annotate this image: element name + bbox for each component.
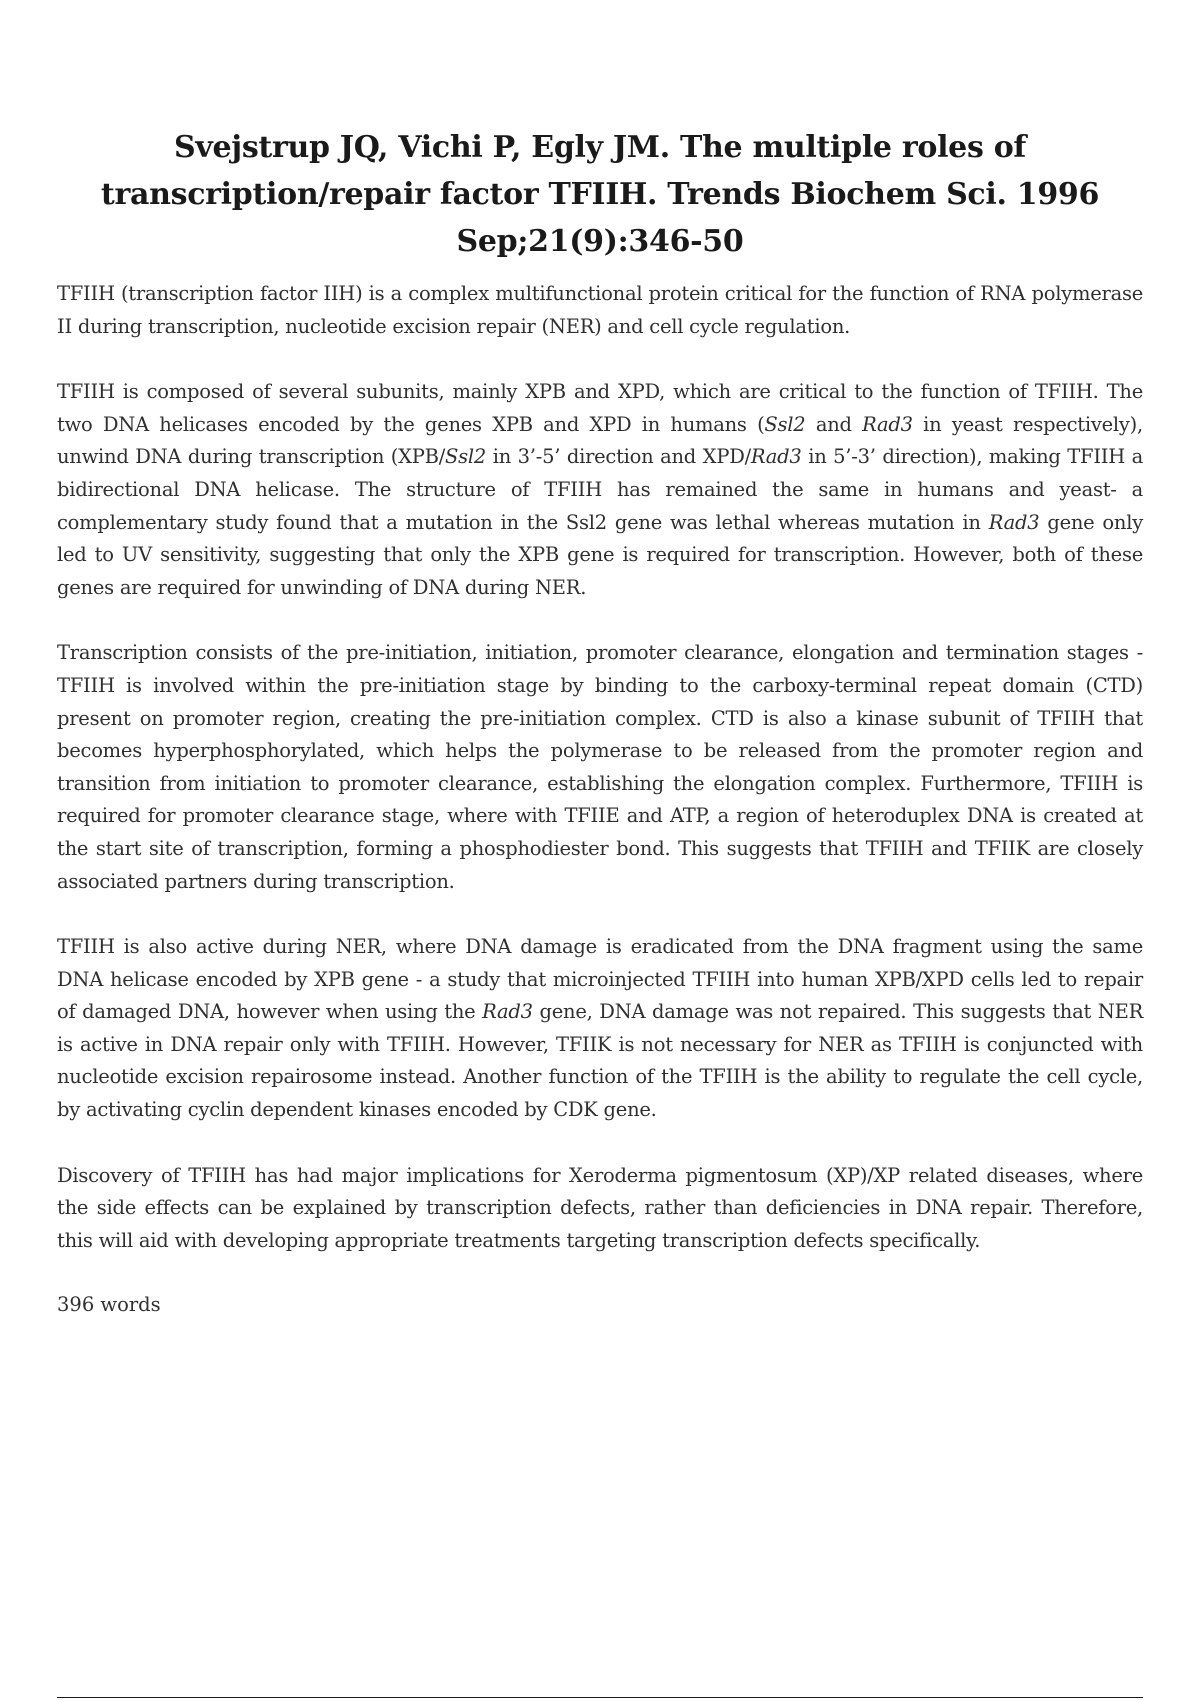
paragraph-text: in 5’-3’ direction), making TFIIH a bidirectional DNA helicase. The structure of TFIIH has remained the same in humans and yeast- a complementary study found that a mutation in the Ssl2 gene was lethal whereas mutation in [57, 445, 1144, 534]
bottom-divider [57, 1697, 1143, 1698]
italic-gene-name: Ssl2 [445, 445, 487, 469]
document-title: Svejstrup JQ, Vichi P, Egly JM. The multiple roles of transcription/repair factor TFIIH. Trends Biochem Sci. 1996 Sep;21(9):346-50 [100, 130, 1100, 259]
document-page [57, 0, 1143, 1700]
paragraph-text: TFIIH is composed of several subunits, mainly XPB and XPD, which are critical to the function of TFIIH. The two DNA helicases encoded by the genes XPB and XPD in humans ( [57, 380, 1143, 436]
paragraph-text: gene, DNA damage was not repaired. This suggests that NER is active in DNA repair only with TFIIH. However, TFIIK is not necessary for NER as TFIIH is conjuncted with nucleotide excision repairosome instead. Another function of the TFIIH is the ability to regulate the cell cycle, by activating cyclin dependent kinases encoded by CDK gene. [57, 1000, 1144, 1122]
paragraph-text: gene only led to UV sensitivity, suggesting that only the XPB gene is required for transcription. However, both of these genes are required for unwinding of DNA during NER. [57, 510, 1143, 599]
paragraph-discovery [57, 1160, 1143, 1258]
paragraph-text: Discovery of TFIIH has had major implications for Xeroderma pigmentosum (XP)/XP related diseases, where the side effects can be explained by transcription defects, rather than deficiencies in DNA repair. Therefore, this will aid with developing appropriate treatments targeting transcription defects specifically. [57, 1163, 1143, 1252]
paragraph-text: TFIIH (transcription factor IIH) is a complex multifunctional protein critical for the function of RNA polymerase II during transcription, nucleotide excision repair (NER) and cell cycle regulation. [57, 282, 1143, 338]
paragraph-text: in 3’-5’ direction and XPD/ [486, 445, 751, 469]
document-body [57, 278, 1143, 1322]
paragraph-text: Transcription consists of the pre-initiation, initiation, promoter clearance, elongation and termination stages - TFIIH is involved within the pre-initiation stage by binding to the carboxy-terminal repeat domain (CTD) present on promoter region, creating the pre-initiation complex. CTD is also a kinase subunit of TFIIH that becomes hyperphosphorylated, which helps the polymerase to be released from the promoter region and transition from initiation to promoter clearance, establishing the elongation complex. Furthermore, TFIIH is required for promoter clearance stage, where with TFIIE and ATP, a region of heteroduplex DNA is created at the start site of transcription, forming a phosphodiester bond. This suggests that TFIIH and TFIIK are closely associated partners during transcription. [57, 641, 1143, 893]
paragraph-intro [57, 278, 1143, 343]
paragraph-text: in yeast respectively), unwind DNA during transcription (XPB/ [57, 412, 1143, 469]
paragraph-text: and [805, 412, 863, 436]
paragraph-text: TFIIH is also active during NER, where DNA damage is eradicated from the DNA fragment using the same DNA helicase encoded by XPB gene - a study that microinjected TFIIH into human XPB/XPD cells led to repair of damaged DNA, however when using the [57, 935, 1143, 1024]
paragraph-ner [57, 931, 1143, 1127]
italic-gene-name: Rad3 [482, 1000, 533, 1024]
italic-gene-name: Ssl2 [764, 412, 806, 436]
paragraph-subunits [57, 376, 1143, 604]
italic-gene-name: Rad3 [862, 412, 913, 436]
italic-gene-name: Rad3 [988, 510, 1040, 534]
word-count: 396 words [57, 1293, 161, 1317]
italic-gene-name: Rad3 [750, 445, 802, 469]
paragraph-transcription [57, 637, 1143, 898]
